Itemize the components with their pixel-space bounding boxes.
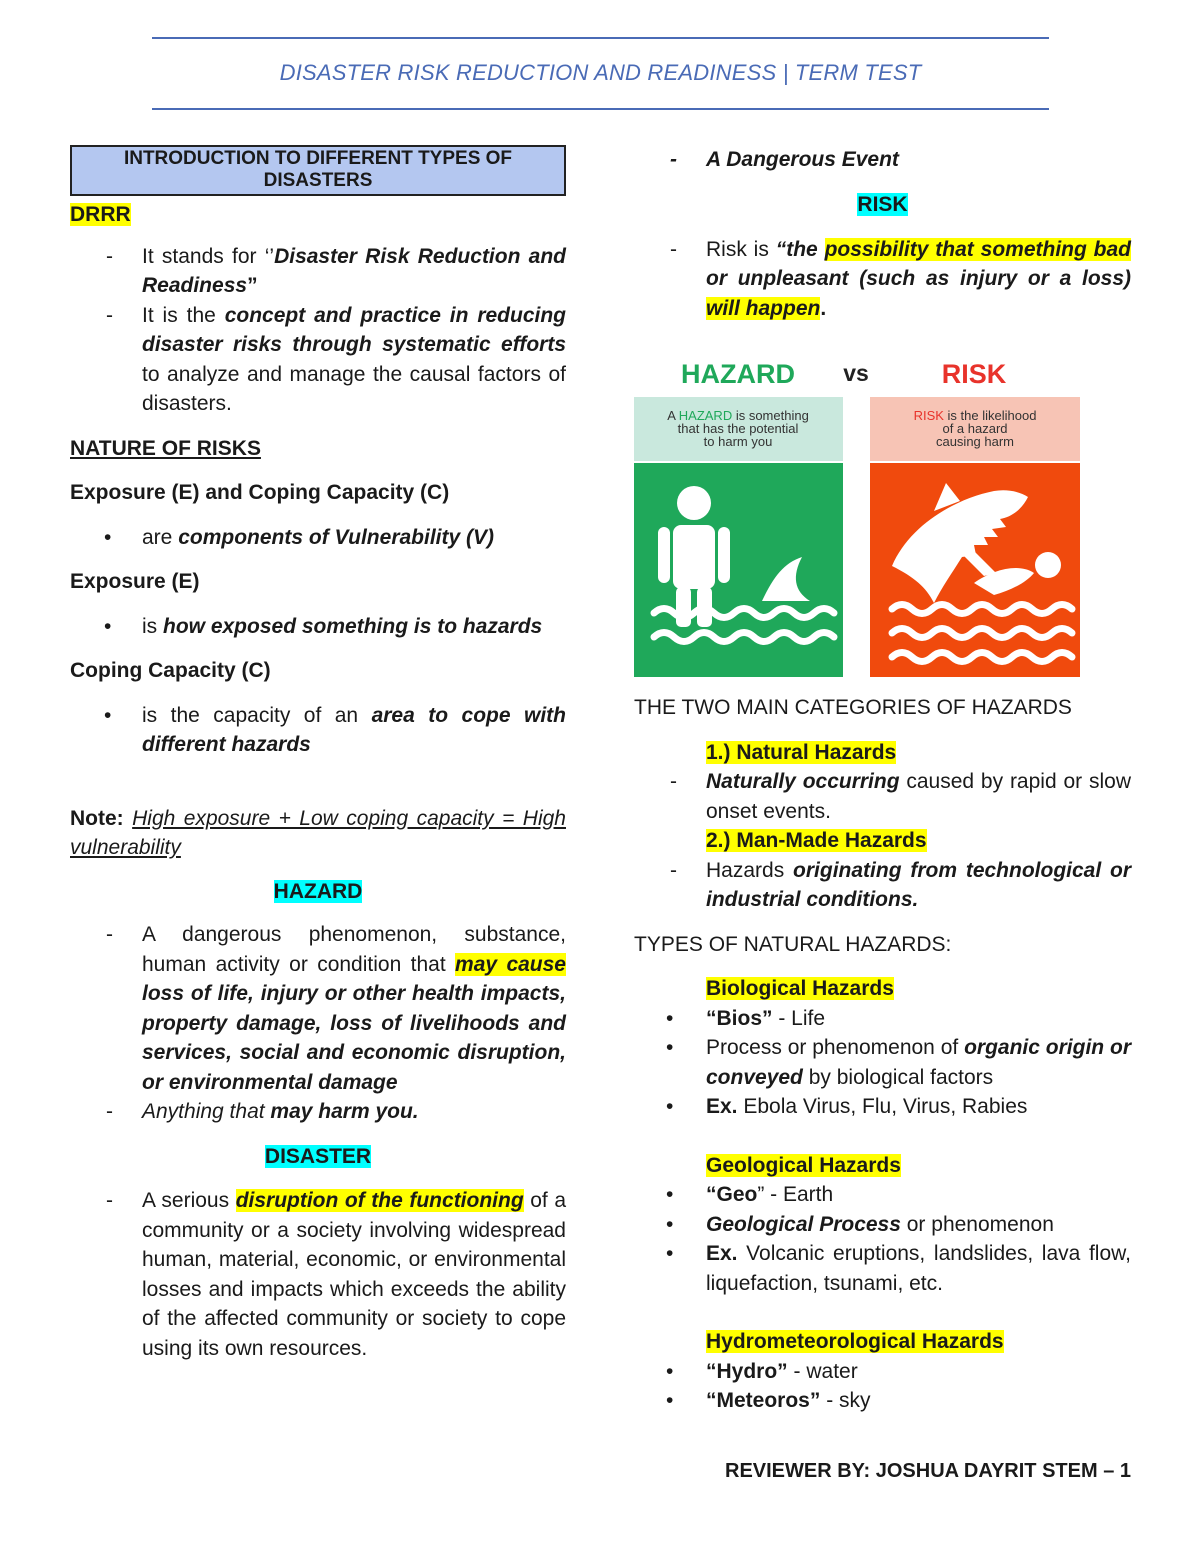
drrr-item-1: - It stands for ‘’Disaster Risk Reduction and Readiness”: [70, 242, 566, 301]
dangerous-event-item: - A Dangerous Event: [634, 145, 1131, 175]
hazard-caption-line-2: that has the potential: [677, 421, 799, 436]
right-column: [634, 145, 1131, 1416]
hazard-caption-line-1: A HAZARD is something: [667, 408, 809, 423]
hydromet-heading: Hydrometeorological Hazards: [706, 1330, 1004, 1353]
header-bottom-rule: [152, 108, 1049, 110]
geological-bullet-2: • Geological Process or phenomenon: [634, 1210, 1131, 1240]
intro-box: INTRODUCTION TO DIFFERENT TYPES OF DISASTERS: [70, 145, 566, 196]
figure-risk-title: RISK: [941, 359, 1007, 389]
hydromet-bullet-2: • “Meteoros” - sky: [634, 1386, 1131, 1416]
risk-item-1: - Risk is “the possibility that something bad or unpleasant (such as injury or a loss) will happen.: [634, 235, 1131, 324]
drrr-heading: DRRR: [70, 203, 131, 226]
hazard-caption-line-3: to harm you: [703, 434, 773, 449]
hazard-vs-risk-figure: [634, 351, 1080, 677]
biological-bullet-1: • “Bios” - Life: [634, 1004, 1131, 1034]
drrr-item-2: - It is the concept and practice in reducing disaster risks through systematic efforts to analyze and manage the causal factors of disasters.: [70, 301, 566, 419]
header-top-rule: [152, 37, 1049, 39]
figure-vs: vs: [843, 360, 869, 386]
risk-heading: RISK: [857, 193, 908, 216]
category-1-item: - Naturally occurring caused by rapid or slow onset events.: [634, 767, 1131, 826]
risk-caption-line-1: RISK is the likelihood: [913, 408, 1037, 423]
category-2-label: 2.) Man-Made Hazards: [706, 829, 927, 852]
geological-heading: Geological Hazards: [706, 1153, 901, 1177]
risk-caption-line-3: causing harm: [935, 434, 1015, 449]
page-footer: REVIEWER BY: JOSHUA DAYRIT STEM – 1: [725, 1460, 1131, 1482]
biological-bullet-3: • Ex. Ebola Virus, Flu, Virus, Rabies: [634, 1092, 1131, 1122]
exposure-bullet: • is how exposed something is to hazards: [70, 612, 566, 642]
biological-bullet-2: • Process or phenomenon of organic origin or conveyed by biological factors: [634, 1033, 1131, 1092]
coping-bullet: • is the capacity of an area to cope with different hazards: [70, 701, 566, 760]
hazard-vs-risk-graphic: [634, 351, 1080, 677]
page-header-title: DISASTER RISK REDUCTION AND READINESS | TERM TEST: [279, 60, 922, 85]
left-column: [70, 145, 566, 1363]
exposure-heading: Exposure (E): [70, 570, 200, 593]
note: Note: High exposure + Low coping capacity = High vulnerability: [70, 806, 566, 859]
hydromet-bullet-1: • “Hydro” - water: [634, 1357, 1131, 1387]
category-2-item: - Hazards originating from technological or industrial conditions.: [634, 856, 1131, 915]
disaster-heading: DISASTER: [264, 1144, 372, 1168]
hazard-item-1: - A dangerous phenomenon, substance, human activity or condition that may cause loss of life, injury or other health impacts, property damage, loss of livelihoods and services, social and economic disruption, or environmental damage: [70, 920, 566, 1097]
nature-heading: NATURE OF RISKS: [70, 436, 261, 460]
categories-heading: THE TWO MAIN CATEGORIES OF HAZARDS: [634, 696, 1072, 719]
figure-hazard-title: HAZARD: [681, 359, 795, 389]
disaster-item-1: - A serious disruption of the functioning of a community or a society involving widespread human, material, economic, or environmental losses and impacts which exceeds the ability of the affected community or society to cope using its own resources.: [70, 1186, 566, 1363]
exposure-coping-bullet: • are components of Vulnerability (V): [70, 523, 566, 553]
coping-heading: Coping Capacity (C): [70, 659, 271, 682]
hazard-item-2: - Anything that may harm you.: [70, 1097, 566, 1127]
hazard-heading: HAZARD: [273, 879, 363, 903]
geological-bullet-1: • “Geo” - Earth: [634, 1180, 1131, 1210]
types-heading: TYPES OF NATURAL HAZARDS:: [634, 932, 952, 956]
category-1-label: 1.) Natural Hazards: [706, 740, 897, 764]
risk-caption-line-2: of a hazard: [942, 421, 1008, 436]
exposure-coping-heading: Exposure (E) and Coping Capacity (C): [70, 481, 450, 504]
geological-bullet-3: • Ex. Volcanic eruptions, landslides, lava flow, liquefaction, tsunami, etc.: [634, 1239, 1131, 1298]
biological-heading: Biological Hazards: [706, 977, 894, 1000]
